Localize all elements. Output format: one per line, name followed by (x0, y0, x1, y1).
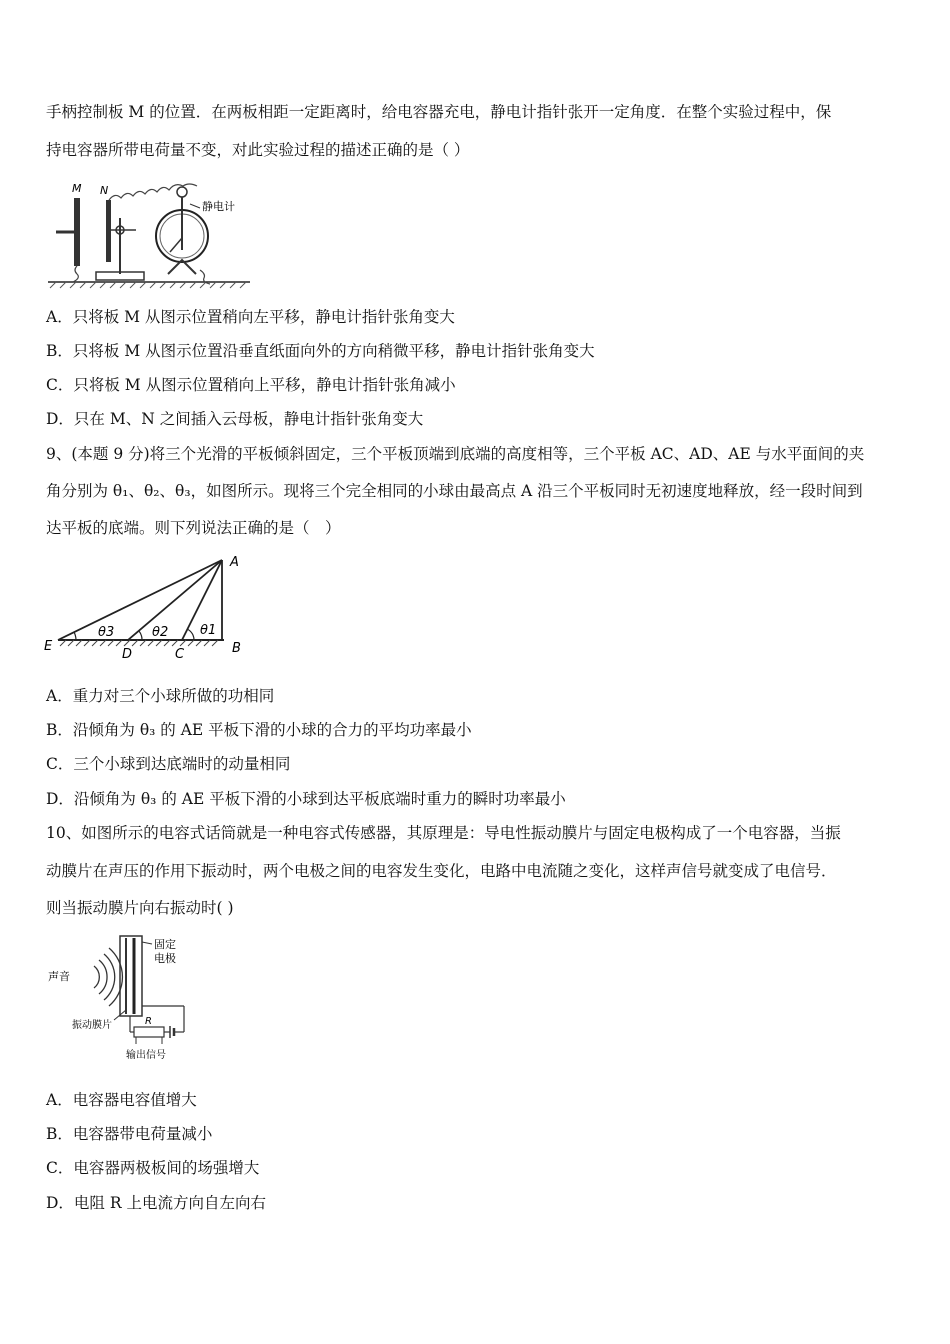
label-theta2: θ2 (152, 625, 169, 640)
q8-stem-line-1: 手柄控制板 M 的位置．在两板相距一定距离时，给电容器充电，静电计指针张开一定角度．在整个实验过程中，保 (46, 103, 832, 121)
label-fixed-2: 电极 (154, 952, 176, 965)
resistor-r (134, 1027, 164, 1037)
q9-stem-line-3: 达平板的底端。则下列说法正确的是（ ） (46, 519, 341, 537)
label-c: C (175, 647, 185, 660)
label-m: M (72, 182, 82, 195)
plane-ae (58, 560, 222, 640)
sound-wave-icon (94, 948, 122, 1006)
label-theta1: θ1 (200, 623, 217, 638)
label-a: A (230, 555, 239, 570)
q9-option-d: D．沿倾角为 θ₃ 的 AE 平板下滑的小球到达平板底端时重力的瞬时功率最小 (46, 790, 566, 808)
q10-microphone-figure (44, 930, 194, 1065)
q8-option-d: D．只在 M、N 之间插入云母板，静电计指针张角变大 (46, 410, 424, 428)
q9-inclined-planes-figure (42, 550, 257, 660)
plate-m (74, 198, 80, 266)
label-sound: 声音 (48, 970, 70, 983)
q10-option-c: C．电容器两极板间的场强增大 (46, 1159, 260, 1177)
q9-option-b: B．沿倾角为 θ₃ 的 AE 平板下滑的小球的合力的平均功率最小 (46, 721, 472, 739)
label-output: 输出信号 (126, 1050, 166, 1061)
q10-option-b: B．电容器带电荷量减小 (46, 1125, 213, 1143)
label-e: E (44, 639, 53, 654)
label-b: B (232, 641, 241, 656)
label-electrometer: 静电计 (202, 200, 235, 213)
q10-option-d: D．电阻 R 上电流方向自左向右 (46, 1194, 266, 1212)
label-n: N (100, 184, 109, 197)
label-theta3: θ3 (98, 625, 115, 640)
q9-stem-line-2: 角分别为 θ₁、θ₂、θ₃，如图所示。现将三个完全相同的小球由最高点 A 沿三个平板同时无初速度地释放，经一段时间到 (46, 482, 863, 500)
q9-option-a: A．重力对三个小球所做的功相同 (46, 687, 275, 705)
q10-option-a: A．电容器电容值增大 (46, 1091, 197, 1109)
q9-option-c: C．三个小球到达底端时的动量相同 (46, 755, 291, 773)
label-r: R (145, 1016, 152, 1027)
label-fixed-1: 固定 (154, 938, 176, 951)
plate-n (106, 200, 111, 262)
label-film: 振动膜片 (72, 1020, 112, 1031)
q10-stem-line-2: 动膜片在声压的作用下振动时，两个电极之间的电容发生变化，电路中电流随之变化，这样声信号就变成了电信号． (46, 862, 837, 880)
label-d: D (122, 647, 133, 660)
q8-option-b: B．只将板 M 从图示位置沿垂直纸面向外的方向稍微平移，静电计指针张角变大 (46, 342, 595, 360)
q8-stem-line-2: 持电容器所带电荷量不变，对此实验过程的描述正确的是（ ） (46, 141, 470, 159)
q8-option-a: A．只将板 M 从图示位置稍向左平移，静电计指针张角变大 (46, 308, 455, 326)
q8-option-c: C．只将板 M 从图示位置稍向上平移，静电计指针张角减小 (46, 376, 456, 394)
q8-electrometer-figure (44, 178, 254, 290)
q9-stem-line-1: 9、(本题 9 分)将三个光滑的平板倾斜固定，三个平板顶端到底端的高度相等，三个平板 AC、AD、AE 与水平面间的夹 (46, 445, 865, 463)
q10-stem-line-3: 则当振动膜片向右振动时( ) (46, 899, 234, 917)
q10-stem-line-1: 10、如图所示的电容式话筒就是一种电容式传感器，其原理是：导电性振动膜片与固定电极构成了一个电容器，当振 (46, 824, 841, 842)
